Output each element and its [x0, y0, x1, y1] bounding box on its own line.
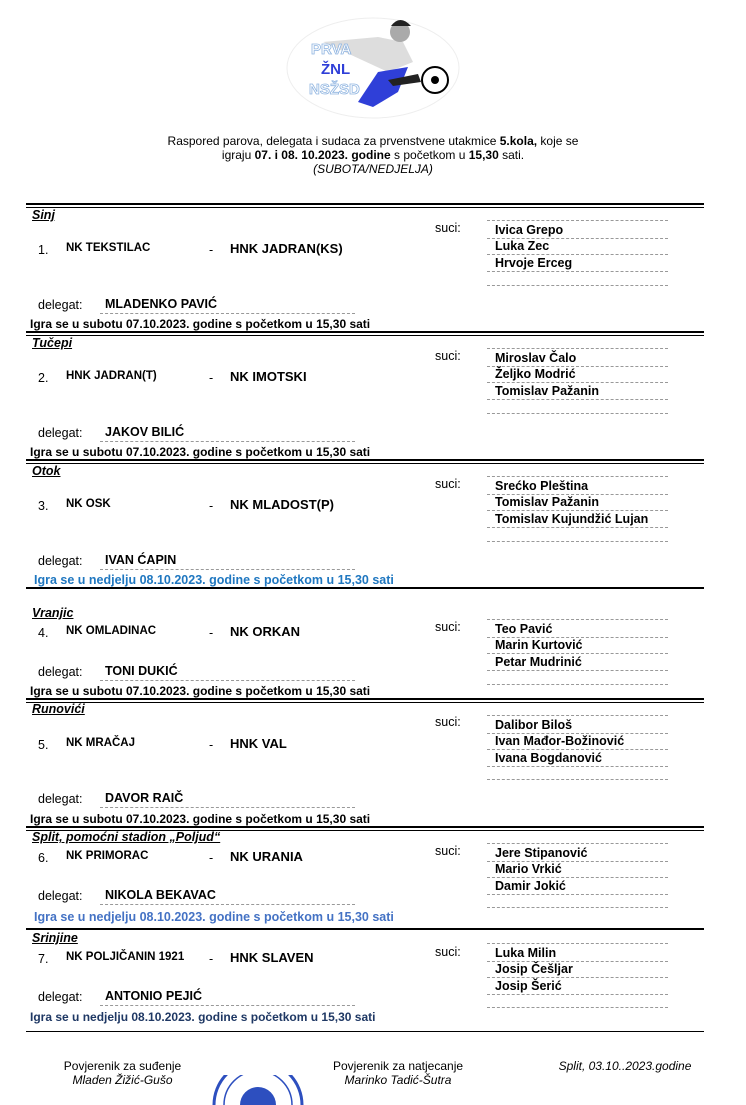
venue: Runovići: [32, 702, 85, 716]
referees-label: suci:: [435, 844, 461, 858]
venue: Split, pomoćni stadion „Poljud“: [32, 830, 221, 844]
referee-name: Josip Češljar: [495, 962, 573, 977]
dotted-line: [100, 680, 355, 681]
away-team: HNK VAL: [230, 736, 287, 751]
schedule-note: Igra se u nedjelju 08.10.2023. godine s početkom u 15,30 sati: [34, 573, 394, 587]
schedule-note: Igra se u subotu 07.10.2023. godine s početkom u 15,30 sati: [30, 445, 371, 459]
delegate-name: IVAN ĆAPIN: [105, 553, 177, 567]
away-team: NK URANIA: [230, 849, 303, 864]
match-number: 5.: [38, 738, 49, 752]
referee-commissioner-name: Mladen Žižić-Gušo: [72, 1073, 173, 1087]
referee-name: Ivica Grepo: [495, 223, 564, 237]
intro-text: [100, 134, 646, 176]
dotted-line: [100, 904, 355, 905]
dotted-line: [100, 313, 355, 314]
referees-label: suci:: [435, 945, 461, 959]
match-block: [26, 589, 704, 700]
versus-dash: -: [209, 243, 214, 257]
dotted-line: [487, 715, 668, 716]
dotted-line: [487, 894, 668, 895]
versus-dash: -: [209, 952, 214, 966]
delegate-label: delegat:: [38, 889, 83, 903]
match-block: [26, 930, 704, 1031]
dotted-line: [487, 527, 668, 528]
dotted-line: [487, 766, 668, 767]
away-team: HNK JADRAN(KS): [230, 241, 343, 256]
dates: 07. i 08. 10.2023. godine: [254, 148, 391, 162]
svg-text:NSŽSD: NSŽSD: [309, 81, 360, 98]
schedule-note: Igra se u nedjelju 08.10.2023. godine s početkom u 15,30 sati: [30, 1010, 376, 1024]
dotted-line: [487, 779, 668, 780]
referees-label: suci:: [435, 221, 461, 235]
dotted-line: [487, 670, 668, 671]
delegate-name: MLADENKO PAVIĆ: [105, 297, 218, 311]
dotted-line: [487, 907, 668, 908]
referee-name: Josip Šerić: [495, 978, 562, 993]
versus-dash: -: [209, 851, 214, 865]
referee-name: Tomislav Pažanin: [495, 383, 599, 398]
referees-label: suci:: [435, 349, 461, 363]
referee-name: Srećko Pleština: [495, 479, 589, 493]
versus-dash: -: [209, 626, 214, 640]
home-team: NK POLJIČANIN 1921: [66, 951, 185, 963]
home-team: NK OMLADINAC: [66, 625, 157, 637]
match-number: 4.: [38, 626, 49, 640]
dotted-line: [487, 541, 668, 542]
dotted-line: [487, 684, 668, 685]
dotted-line: [487, 285, 668, 286]
intro-line1: Raspored parova, delegata i sudaca za prvenstvene utakmice: [167, 134, 500, 148]
dotted-line: [487, 619, 668, 620]
separator: [26, 1031, 704, 1032]
referee-name: Luka Zec: [495, 239, 550, 254]
away-team: HNK SLAVEN: [230, 950, 314, 965]
intro-line2-mid: s početkom u: [390, 148, 469, 162]
kickoff-time: 15,30: [468, 148, 499, 162]
delegate-name: ANTONIO PEJIĆ: [105, 989, 203, 1003]
dotted-line: [100, 1005, 355, 1006]
svg-text:PRVA: PRVA: [311, 41, 352, 58]
schedule-note: Igra se u subotu 07.10.2023. godine s početkom u 15,30 sati: [30, 812, 371, 826]
competition-commissioner: [318, 1059, 478, 1087]
days-label: (SUBOTA/NEDJELJA): [313, 162, 433, 176]
schedule-note: Igra se u subotu 07.10.2023. godine s početkom u 15,30 sati: [30, 684, 371, 698]
referee-name: Hrvoje Erceg: [495, 255, 573, 270]
referee-name: Ivan Mađor-Božinović: [495, 734, 625, 749]
competition-commissioner-name: Marinko Tadić-Šutra: [344, 1073, 452, 1087]
intro-line1-end: koje se: [537, 134, 579, 148]
delegate-name: JAKOV BILIĆ: [105, 425, 185, 439]
referee-name: Željko Modrić: [495, 367, 576, 382]
match-number: 2.: [38, 371, 49, 385]
referee-name: Jere Stipanović: [495, 846, 588, 860]
delegate-name: TONI DUKIĆ: [105, 664, 178, 678]
home-team: NK OSK: [66, 498, 111, 510]
match-number: 7.: [38, 952, 49, 966]
delegate-label: delegat:: [38, 990, 83, 1004]
intro-line2: igraju: [221, 148, 255, 162]
dotted-line: [487, 843, 668, 844]
referee-commissioner-title: Povjerenik za suđenje: [63, 1059, 182, 1073]
referee-name: Damir Jokić: [495, 878, 566, 893]
venue: Vranjic: [32, 606, 74, 620]
delegate-name: NIKOLA BEKAVAC: [105, 888, 216, 902]
league-logo: [283, 12, 463, 120]
venue: Srinjine: [32, 931, 78, 945]
referee-name: Mario Vrkić: [495, 862, 562, 877]
dotted-line: [100, 441, 355, 442]
match-block: [26, 205, 704, 333]
away-team: NK IMOTSKI: [230, 369, 307, 384]
delegate-label: delegat:: [38, 554, 83, 568]
venue: Tučepi: [32, 336, 73, 350]
dotted-line: [100, 807, 355, 808]
match-block: [26, 828, 704, 930]
dotted-line: [487, 413, 668, 414]
away-team: NK MLADOST(P): [230, 497, 334, 512]
home-team: HNK JADRAN(T): [66, 370, 157, 382]
dotted-line: [487, 943, 668, 944]
venue: Otok: [32, 464, 61, 478]
place-date: Split, 03.10..2023.godine: [558, 1059, 692, 1073]
referees-label: suci:: [435, 477, 461, 491]
competition-commissioner-title: Povjerenik za natjecanje: [332, 1059, 464, 1073]
away-team: NK ORKAN: [230, 624, 301, 639]
referee-commissioner: [50, 1059, 195, 1087]
referee-name: Petar Mudrinić: [495, 654, 582, 669]
home-team: NK PRIMORAC: [66, 850, 149, 862]
venue: Sinj: [32, 208, 55, 222]
delegate-label: delegat:: [38, 426, 83, 440]
dotted-line: [487, 399, 668, 400]
schedule-note: Igra se u nedjelju 08.10.2023. godine s početkom u 15,30 sati: [34, 910, 394, 924]
referees-label: suci:: [435, 620, 461, 634]
association-stamp: [210, 1075, 306, 1105]
home-team: NK MRAČAJ: [66, 737, 135, 749]
match-block: [26, 461, 704, 589]
match-block: [26, 700, 704, 828]
versus-dash: -: [209, 499, 214, 513]
svg-text:ŽNL: ŽNL: [321, 61, 351, 78]
home-team: NK TEKSTILAC: [66, 242, 151, 254]
referee-name: Luka Milin: [495, 946, 557, 960]
match-number: 1.: [38, 243, 49, 257]
schedule-note: Igra se u subotu 07.10.2023. godine s početkom u 15,30 sati: [30, 317, 371, 331]
referee-name: Ivana Bogdanović: [495, 750, 602, 765]
round-label: 5.kola,: [499, 134, 538, 148]
delegate-label: delegat:: [38, 298, 83, 312]
referees-label: suci:: [435, 715, 461, 729]
referee-name: Dalibor Biloš: [495, 718, 573, 732]
referee-name: Teo Pavić: [495, 622, 553, 636]
dotted-line: [487, 348, 668, 349]
referee-name: Miroslav Čalo: [495, 351, 577, 365]
referee-name: Marin Kurtović: [495, 638, 583, 653]
referee-name: Tomislav Pažanin: [495, 495, 599, 510]
delegate-name: DAVOR RAIČ: [105, 791, 184, 805]
delegate-label: delegat:: [38, 665, 83, 679]
dotted-line: [487, 271, 668, 272]
versus-dash: -: [209, 738, 214, 752]
match-number: 3.: [38, 499, 49, 513]
intro-line2-end: sati.: [498, 148, 525, 162]
dotted-line: [487, 1007, 668, 1008]
match-number: 6.: [38, 851, 49, 865]
match-block: [26, 333, 704, 461]
dotted-line: [487, 476, 668, 477]
referee-name: Tomislav Kujundžić Lujan: [495, 511, 649, 526]
versus-dash: -: [209, 371, 214, 385]
dotted-line: [100, 569, 355, 570]
delegate-label: delegat:: [38, 792, 83, 806]
dotted-line: [487, 220, 668, 221]
dotted-line: [487, 994, 668, 995]
